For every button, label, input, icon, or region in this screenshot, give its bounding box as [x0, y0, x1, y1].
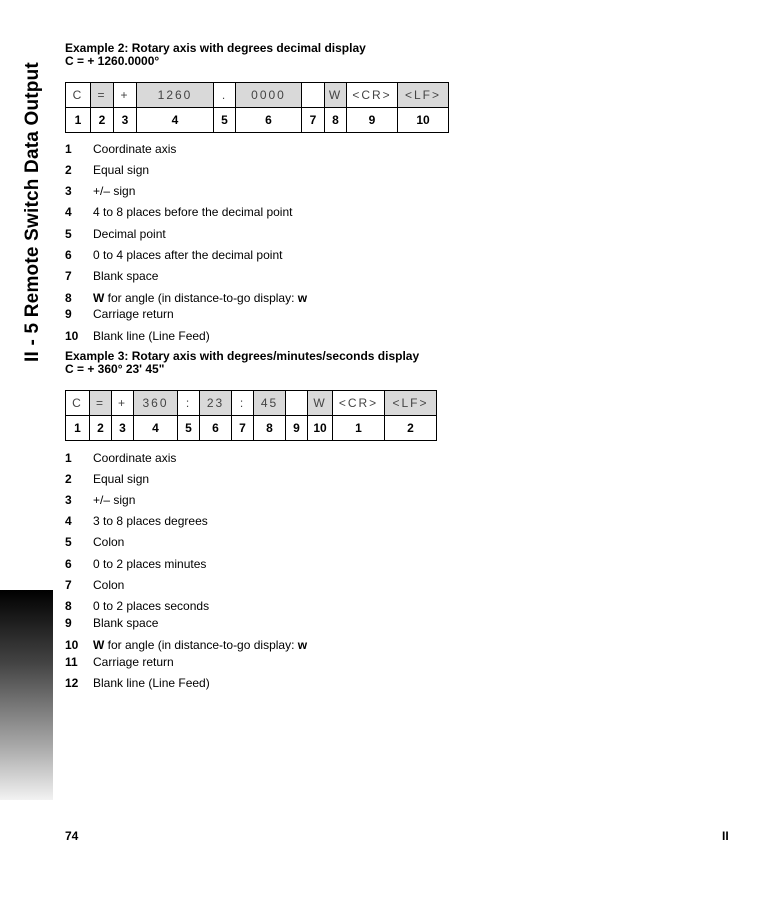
cell-equal: = [90, 391, 112, 416]
cell-seconds: 45 [254, 391, 286, 416]
cell-angle: W [308, 391, 333, 416]
cell-number: 6 [236, 108, 302, 133]
example3-heading [65, 350, 419, 376]
cell-decimal-point: . [214, 83, 236, 108]
cell-sign: + [112, 391, 134, 416]
thumb-index-tab [0, 590, 53, 800]
cell-number: 4 [134, 416, 178, 441]
cell-number: 1 [66, 108, 91, 133]
example3-value: C = + 360° 23' 45" [65, 362, 165, 376]
page-number: 74 [65, 829, 79, 843]
cell-axis: C [66, 391, 90, 416]
cell-lf: <LF> [385, 391, 437, 416]
side-chapter-title [18, 42, 48, 382]
example2-title: Example 2: Rotary axis with degrees decimal display [65, 41, 366, 55]
cell-number: 2 [90, 416, 112, 441]
cell-sign: + [114, 83, 137, 108]
cell-cr: <CR> [333, 391, 385, 416]
example3-format-table [65, 390, 437, 441]
cell-number: 2 [385, 416, 437, 441]
cell-blank [302, 83, 325, 108]
cell-axis: C [66, 83, 91, 108]
side-chapter-title-text: II - 5 Remote Switch Data Output [22, 62, 43, 362]
cell-number: 8 [254, 416, 286, 441]
cell-equal: = [91, 83, 114, 108]
cell-number: 3 [114, 108, 137, 133]
example3-number-row [66, 416, 437, 441]
example3-value-row [66, 391, 437, 416]
cell-number: 10 [398, 108, 449, 133]
cell-number: 8 [325, 108, 347, 133]
cell-number: 5 [214, 108, 236, 133]
cell-decimal-places: 0000 [236, 83, 302, 108]
example2-value-row [66, 83, 449, 108]
cell-number: 1 [66, 416, 90, 441]
cell-number: 1 [333, 416, 385, 441]
cell-colon: : [178, 391, 200, 416]
cell-number: 7 [302, 108, 325, 133]
cell-angle: W [325, 83, 347, 108]
cell-colon: : [232, 391, 254, 416]
cell-lf: <LF> [398, 83, 449, 108]
example2-heading [65, 42, 366, 68]
cell-integer-places: 1260 [137, 83, 214, 108]
cell-number: 2 [91, 108, 114, 133]
cell-minutes: 23 [200, 391, 232, 416]
cell-number: 10 [308, 416, 333, 441]
cell-cr: <CR> [347, 83, 398, 108]
cell-number: 9 [347, 108, 398, 133]
cell-number: 6 [200, 416, 232, 441]
chapter-marker: II [722, 829, 729, 843]
cell-blank [286, 391, 308, 416]
example2-number-row [66, 108, 449, 133]
cell-number: 9 [286, 416, 308, 441]
cell-number: 4 [137, 108, 214, 133]
cell-number: 7 [232, 416, 254, 441]
example2-value: C = + 1260.0000° [65, 54, 160, 68]
cell-degrees: 360 [134, 391, 178, 416]
example2-format-table [65, 82, 449, 133]
cell-number: 3 [112, 416, 134, 441]
cell-number: 5 [178, 416, 200, 441]
example3-title: Example 3: Rotary axis with degrees/minutes/seconds display [65, 349, 420, 363]
